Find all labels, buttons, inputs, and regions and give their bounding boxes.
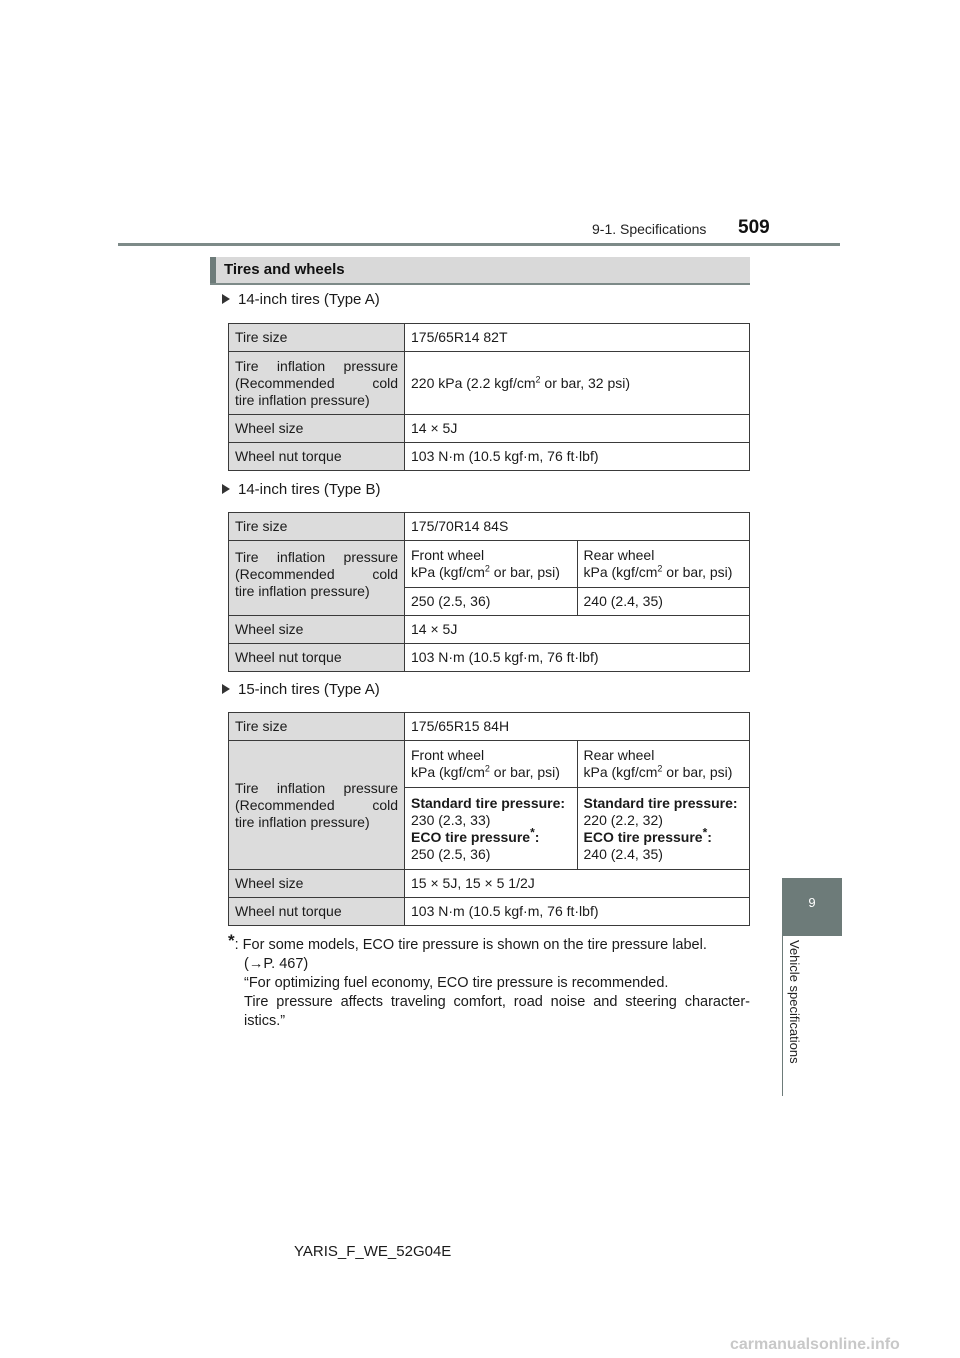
pressure-label-line: (Recommended cold (235, 374, 398, 391)
rear-standard-value: 220 (2.2, 32) (583, 811, 663, 828)
table-row (229, 513, 750, 541)
front-eco-value: 250 (2.5, 36) (411, 845, 491, 862)
unit-label (584, 564, 744, 581)
chapter-tab-rule (782, 936, 783, 1096)
wheel-size-value: 14 × 5J (405, 415, 750, 443)
unit-label (411, 564, 571, 581)
triangle-bullet-icon (222, 484, 230, 494)
wheel-size-value: 14 × 5J (405, 616, 750, 644)
footnote-marker: * (702, 824, 708, 839)
front-wheel-title: Front wheel (411, 747, 485, 763)
superscript: 2 (484, 563, 490, 574)
table-15-type-a (228, 712, 750, 926)
pressure-value-text: 220 kPa (2.2 kgf/cm (411, 374, 536, 391)
eco-pressure-label (411, 824, 571, 846)
subheading-14-type-b (222, 481, 381, 498)
rear-pressure-value: 240 (2.4, 35) (577, 588, 750, 616)
table-row (229, 898, 750, 926)
pressure-value (405, 352, 750, 415)
footnote-line: Tire pressure affects traveling comfort, road noise and steering character- (244, 994, 750, 1010)
footnote-page-link[interactable]: (→P. 467) (244, 956, 309, 972)
rear-wheel-header (577, 741, 750, 788)
pressure-label-line: Tire inflation pressure (235, 357, 398, 374)
wheel-size-label: Wheel size (229, 415, 405, 443)
unit-text: or bar, psi) (489, 564, 560, 580)
front-wheel-title: Front wheel (411, 547, 485, 563)
torque-label: Wheel nut torque (229, 443, 405, 471)
pressure-label-line: (Recommended cold (235, 796, 398, 813)
pressure-value-text: or bar, 32 psi) (540, 374, 631, 391)
unit-text: or bar, psi) (662, 564, 733, 580)
triangle-bullet-icon (222, 294, 230, 304)
superscript: 2 (484, 763, 490, 774)
chapter-tab-label: Vehicle specifications (787, 940, 802, 1064)
pressure-label (229, 741, 405, 870)
table-row (229, 616, 750, 644)
table-14-type-b (228, 512, 750, 672)
table-row (229, 870, 750, 898)
superscript: 2 (657, 563, 663, 574)
wheel-size-label: Wheel size (229, 870, 405, 898)
subheading-text: 14-inch tires (Type B) (238, 481, 381, 498)
pressure-label-line: tire inflation pressure) (235, 813, 370, 830)
table-row (229, 644, 750, 672)
pressure-label-line: tire inflation pressure) (235, 391, 370, 408)
footnote-text: : For some models, ECO tire pressure is shown on the tire pressure label. (234, 937, 707, 953)
footnote-line: “For optimizing fuel economy, ECO tire pressure is recommended. (244, 975, 669, 991)
tire-size-value: 175/70R14 84S (405, 513, 750, 541)
pressure-label (229, 352, 405, 415)
header-rule (118, 243, 840, 246)
eco-label-colon: : (534, 828, 540, 845)
section-heading-text: Tires and wheels (224, 261, 345, 278)
torque-value: 103 N·m (10.5 kgf·m, 76 ft·lbf) (405, 644, 750, 672)
pressure-label-line: Tire inflation pressure (235, 549, 398, 565)
page-number: 509 (738, 217, 770, 238)
tire-size-label: Tire size (229, 324, 405, 352)
wheel-size-label: Wheel size (229, 616, 405, 644)
rear-wheel-title: Rear wheel (583, 747, 655, 763)
subheading-15-type-a (222, 681, 380, 698)
eco-label-colon: : (707, 828, 712, 845)
heading-accent (210, 257, 216, 283)
superscript: 2 (535, 373, 541, 384)
front-wheel-header (405, 541, 578, 588)
rear-wheel-title: Rear wheel (583, 547, 655, 563)
pressure-label (229, 541, 405, 616)
footnote (228, 931, 750, 1031)
table-row (229, 352, 750, 415)
unit-text: kPa (kgf/cm (411, 764, 485, 780)
section-heading (210, 257, 750, 285)
rear-wheel-header (577, 541, 750, 588)
footnote-line (228, 931, 750, 955)
unit-label (411, 764, 571, 781)
table-14-type-a (228, 323, 750, 471)
front-wheel-header (405, 741, 578, 788)
superscript: 2 (657, 763, 663, 774)
table-row (229, 741, 750, 788)
standard-pressure-label: Standard tire pressure: (411, 794, 566, 811)
subheading-text: 15-inch tires (Type A) (238, 681, 380, 698)
front-pressure-values (405, 788, 578, 870)
rear-pressure-values (577, 788, 750, 870)
unit-text: or bar, psi) (489, 764, 560, 780)
unit-text: kPa (kgf/cm (583, 764, 658, 780)
front-standard-value: 230 (2.3, 33) (411, 811, 491, 828)
torque-value: 103 N·m (10.5 kgf·m, 76 ft·lbf) (405, 443, 750, 471)
footnote-marker: * (228, 931, 235, 950)
eco-pressure-label (583, 824, 744, 846)
pressure-label-line: Tire inflation pressure (235, 779, 398, 796)
footnote-line: istics.” (244, 1013, 286, 1029)
subheading-text: 14-inch tires (Type A) (238, 291, 380, 308)
table-row (229, 443, 750, 471)
section-label: 9-1. Specifications (592, 221, 707, 237)
torque-value: 103 N·m (10.5 kgf·m, 76 ft·lbf) (405, 898, 750, 926)
tire-size-value: 175/65R14 82T (405, 324, 750, 352)
eco-label-text: ECO tire pressure (411, 828, 531, 845)
eco-label-text: ECO tire pressure (583, 828, 703, 845)
unit-text: kPa (kgf/cm (411, 564, 485, 580)
watermark: carmanualsonline.info (730, 1336, 900, 1353)
wheel-size-value: 15 × 5J, 15 × 5 1/2J (405, 870, 750, 898)
standard-pressure-label: Standard tire pressure: (583, 794, 738, 811)
pressure-label-line: tire inflation pressure) (235, 583, 370, 599)
pressure-label-line: (Recommended cold (235, 566, 398, 582)
table-row (229, 713, 750, 741)
footnote-marker: * (530, 824, 535, 839)
torque-label: Wheel nut torque (229, 898, 405, 926)
table-row (229, 415, 750, 443)
unit-label (584, 764, 744, 781)
table-row (229, 541, 750, 588)
torque-label: Wheel nut torque (229, 644, 405, 672)
tire-size-label: Tire size (229, 513, 405, 541)
table-row (229, 324, 750, 352)
subheading-14-type-a (222, 291, 380, 308)
tire-size-value: 175/65R15 84H (405, 713, 750, 741)
unit-text: kPa (kgf/cm (583, 564, 658, 580)
rear-eco-value: 240 (2.4, 35) (583, 845, 663, 862)
unit-text: or bar, psi) (662, 764, 733, 780)
triangle-bullet-icon (222, 684, 230, 694)
chapter-tab-number: 9 (808, 895, 816, 910)
tire-size-label: Tire size (229, 713, 405, 741)
front-pressure-value: 250 (2.5, 36) (405, 588, 578, 616)
document-code: YARIS_F_WE_52G04E (294, 1243, 452, 1260)
